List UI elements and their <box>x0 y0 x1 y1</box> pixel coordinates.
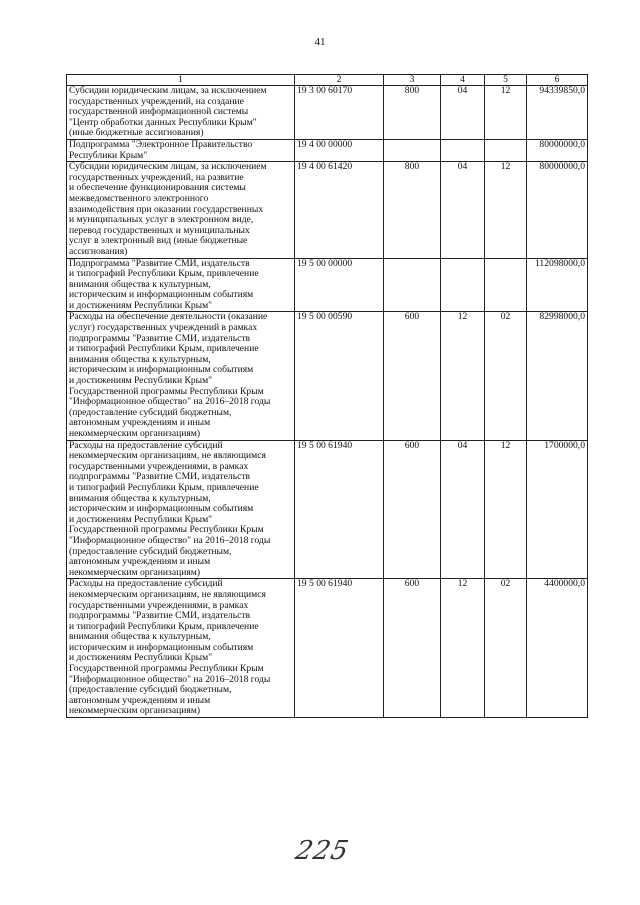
row-amount: 80000000,0 <box>527 162 588 258</box>
column-header: 5 <box>485 75 527 86</box>
row-section: 04 <box>441 440 485 579</box>
row-amount: 1700000,0 <box>527 440 588 579</box>
column-header: 1 <box>67 75 295 86</box>
table-row <box>67 258 588 312</box>
row-subsection: 12 <box>485 440 527 579</box>
row-description: Расходы на предоставление субсидий некоммерческим организациям, не являющимся государственными учреждениями, в рамках подпрограммы "Развитие СМИ, издательств и типографий Республики Крым, привлечение внимания общества к культурным, историческим и информационным событиям и достижениям Республики Крым" Государственной программы Республики Крым "Информационное общество" на 2016–2018 годы (предоставление субсидий бюджетным, автономным учреждениям и иным некоммерческим организациям) <box>67 440 295 579</box>
row-expense-type <box>384 258 441 312</box>
row-subsection: 02 <box>485 312 527 440</box>
row-subsection <box>485 139 527 161</box>
row-expense-type: 600 <box>384 579 441 718</box>
row-expense-type: 800 <box>384 162 441 258</box>
table-row <box>67 162 588 258</box>
table-row <box>67 579 588 718</box>
row-expense-type: 600 <box>384 312 441 440</box>
table-header-row <box>67 75 588 86</box>
row-description: Расходы на обеспечение деятельности (оказание услуг) государственных учреждений в рамках подпрограммы "Развитие СМИ, издательств и типографий Республики Крым, привлечение внимания общества к культурным, историческим и информационным событиям и достижениям Республики Крым" Государственной программы Республики Крым "Информационное общество" на 2016–2018 годы (предоставление субсидий бюджетным, автономным учреждениям и иным некоммерческим организациям) <box>67 312 295 440</box>
handwritten-page-mark: 225 <box>292 836 352 866</box>
budget-table <box>66 74 588 718</box>
row-subsection <box>485 258 527 312</box>
page-number: 41 <box>314 36 326 48</box>
table-row <box>67 139 588 161</box>
column-header: 2 <box>295 75 384 86</box>
row-section: 12 <box>441 312 485 440</box>
row-code: 19 4 00 61420 <box>295 162 384 258</box>
row-section: 04 <box>441 162 485 258</box>
row-subsection: 12 <box>485 162 527 258</box>
row-description: Расходы на предоставление субсидий некоммерческим организациям, не являющимся государственными учреждениями, в рамках подпрограммы "Развитие СМИ, издательств и типографий Республики Крым, привлечение внимания общества к культурным, историческим и информационным событиям и достижениям Республики Крым" Государственной программы Республики Крым "Информационное общество" на 2016–2018 годы (предоставление субсидий бюджетным, автономным учреждениям и иным некоммерческим организациям) <box>67 579 295 718</box>
row-expense-type: 600 <box>384 440 441 579</box>
row-amount: 112098000,0 <box>527 258 588 312</box>
row-section <box>441 139 485 161</box>
row-code: 19 5 00 61940 <box>295 579 384 718</box>
row-subsection: 02 <box>485 579 527 718</box>
table-row <box>67 312 588 440</box>
row-amount: 94339850,0 <box>527 86 588 140</box>
row-code: 19 4 00 00000 <box>295 139 384 161</box>
row-section <box>441 258 485 312</box>
row-amount: 80000000,0 <box>527 139 588 161</box>
row-code: 19 5 00 00000 <box>295 258 384 312</box>
row-expense-type: 800 <box>384 86 441 140</box>
row-description: Субсидии юридическим лицам, за исключением государственных учреждений, на развитие и обеспечение функционирования системы межведомственного электронного взаимодействия при оказании государственных и муниципальных услуг в электронном виде, перевод государственных и муниципальных услуг в электронный вид (иные бюджетные ассигнования) <box>67 162 295 258</box>
table-row <box>67 440 588 579</box>
row-description: Подпрограмма "Развитие СМИ, издательств и типографий Республики Крым, привлечение внимания общества к культурным, историческим и информационным событиям и достижениям Республики Крым" <box>67 258 295 312</box>
row-code: 19 5 00 61940 <box>295 440 384 579</box>
row-description: Подпрограмма "Электронное Правительство Республики Крым" <box>67 139 295 161</box>
row-amount: 82998000,0 <box>527 312 588 440</box>
column-header: 6 <box>527 75 588 86</box>
row-section: 04 <box>441 86 485 140</box>
row-description: Субсидии юридическим лицам, за исключением государственных учреждений, на создание государственной информационной системы "Центр обработки данных Республики Крым" (иные бюджетные ассигнования) <box>67 86 295 140</box>
table-row <box>67 86 588 140</box>
column-header: 3 <box>384 75 441 86</box>
row-code: 19 3 00 60170 <box>295 86 384 140</box>
row-expense-type <box>384 139 441 161</box>
column-header: 4 <box>441 75 485 86</box>
row-amount: 4400000,0 <box>527 579 588 718</box>
row-code: 19 5 00 00590 <box>295 312 384 440</box>
row-subsection: 12 <box>485 86 527 140</box>
row-section: 12 <box>441 579 485 718</box>
